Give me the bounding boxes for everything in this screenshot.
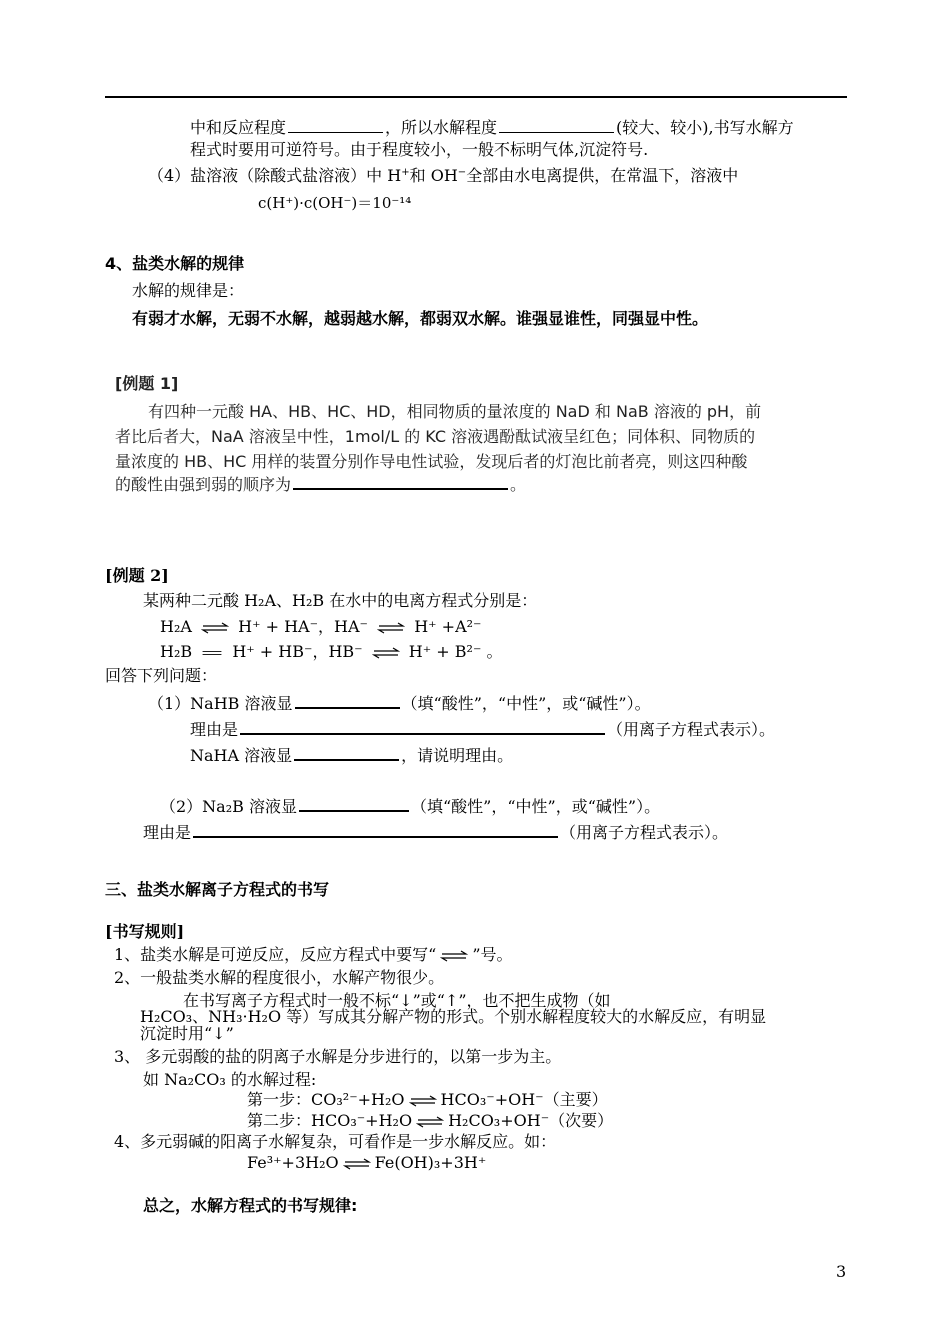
- rule-example: 如 Na₂CO₃ 的水解过程:: [143, 1070, 317, 1089]
- question-line: [190, 743, 513, 765]
- paragraph-line: 量浓度的 HB、HC 用样的装置分别作导电性试验，发现后者的灯泡比前者亮，则这四种酸: [115, 452, 748, 471]
- text: （1）NaHB 溶液显: [148, 694, 293, 713]
- example-label: [例题 2]: [105, 566, 169, 585]
- text: 全部由水电离提供，在常温下，溶液中: [466, 166, 739, 185]
- rule-detail: 沉淀时用“↓”: [140, 1024, 234, 1043]
- text: 的酸性由强到弱的顺序为: [115, 475, 292, 494]
- text: （用离子方程式表示）。: [607, 720, 776, 739]
- text: H₂CO₃+OH⁻（次要）: [448, 1111, 614, 1130]
- fill-blank[interactable]: [193, 820, 558, 838]
- text: 和 OH: [409, 166, 458, 185]
- formula: c(H⁺)·c(OH⁻)＝10⁻¹⁴: [258, 194, 412, 212]
- text: H⁺ +A²⁻: [414, 617, 482, 636]
- question-line: [160, 794, 660, 816]
- paragraph-line: 某两种二元酸 H₂A、H₂B 在水中的电离方程式分别是：: [143, 591, 538, 610]
- summary-line: 总之，水解方程式的书写规律:: [143, 1196, 358, 1215]
- text: H₂A: [160, 617, 192, 636]
- text: ，请说明理由。: [401, 746, 514, 765]
- ionization-equation: [160, 642, 502, 661]
- text: 理由是: [190, 720, 239, 739]
- reversible-arrow-icon: [416, 1116, 444, 1128]
- text: 第一步：CO₃²⁻+H₂O: [247, 1090, 405, 1109]
- rule-line: 3、 多元弱酸的盐的阴离子水解是分步进行的，以第一步为主。: [114, 1047, 562, 1066]
- question-line: [143, 820, 728, 842]
- fill-blank[interactable]: [288, 116, 383, 133]
- paragraph-line: 的酸性由强到弱的顺序为 。: [115, 472, 526, 495]
- rule-line: [114, 945, 513, 964]
- rules-label: [书写规则]: [105, 922, 185, 941]
- reversible-arrow-icon: [409, 1095, 437, 1107]
- text: H₂B: [160, 642, 193, 661]
- paragraph-line: 水解的规律是：: [132, 281, 245, 300]
- header-rule: [105, 96, 847, 98]
- reversible-arrow-icon: [372, 647, 400, 659]
- text: （4）盐溶液（除酸式盐溶液）中 H: [148, 166, 402, 185]
- text: ”号。: [472, 945, 513, 964]
- fill-blank[interactable]: [295, 691, 400, 709]
- rule-statement: 有弱才水解，无弱不水解，越弱越水解，都弱双水解。谁强显谁性，同强显中性。: [132, 309, 709, 328]
- fill-blank[interactable]: [499, 116, 614, 133]
- paragraph-line: 回答下列问题：: [105, 666, 218, 685]
- paragraph-line: 有四种一元酸 HA、HB、HC、HD，相同物质的量浓度的 NaD 和 NaB 溶液的 pH，前: [148, 402, 762, 421]
- text: Fe³⁺+3H₂O: [247, 1153, 339, 1172]
- text: H⁺ + HB⁻，HB⁻: [232, 642, 363, 661]
- question-line: [190, 717, 775, 739]
- text: H⁺ + HA⁻，HA⁻: [238, 617, 368, 636]
- ionization-equation: [160, 617, 482, 636]
- rule-line: 2、一般盐类水解的程度很小，水解产物很少。: [114, 968, 445, 987]
- text: ，所以水解程度: [385, 118, 498, 137]
- text: 理由是: [143, 823, 192, 842]
- question-line: [148, 691, 651, 713]
- text: （2）Na₂B 溶液显: [160, 797, 297, 816]
- text: 第二步：HCO₃⁻+H₂O: [247, 1111, 413, 1130]
- reversible-arrow-icon: [343, 1158, 371, 1170]
- hydrolysis-equation: [247, 1153, 486, 1172]
- text: NaHA 溶液显: [190, 746, 293, 765]
- hydrolysis-step: [247, 1111, 613, 1130]
- text: 1、盐类水解是可逆反应，反应方程式中要写“: [114, 945, 437, 964]
- fill-blank[interactable]: [294, 743, 399, 761]
- example-label: [例题 1]: [115, 374, 179, 393]
- text: （填“酸性”，“中性”，或“碱性”）。: [410, 797, 661, 816]
- paragraph-line: 程式时要用可逆符号。由于程度较小，一般不标明气体,沉淀符号.: [190, 140, 649, 159]
- paragraph-line: [190, 116, 794, 137]
- text: H⁺ + B²⁻ 。: [408, 642, 503, 661]
- rule-detail: H₂CO₃、NH₃·H₂O 等）写成其分解产物的形式。个别水解程度较大的水解反应，有明显: [140, 1007, 767, 1026]
- section-heading: 4、盐类水解的规律: [105, 254, 245, 273]
- rule-line: 4、多元弱碱的阳离子水解复杂，可看作是一步水解反应。如：: [114, 1132, 557, 1151]
- fill-blank[interactable]: [293, 472, 508, 490]
- fill-blank[interactable]: [299, 794, 409, 812]
- reversible-arrow-icon: [377, 622, 405, 634]
- reversible-arrow-icon: [440, 950, 468, 962]
- example1-image: [110, 368, 830, 498]
- text: HCO₃⁻+OH⁻（主要）: [440, 1090, 608, 1109]
- hydrolysis-step: [247, 1090, 608, 1109]
- text: （填“酸性”，“中性”，或“碱性”）。: [401, 694, 651, 713]
- section-heading: 三、盐类水解离子方程式的书写: [105, 880, 330, 899]
- text: Fe(OH)₃+3H⁺: [374, 1153, 487, 1172]
- text: 中和反应程度: [190, 118, 287, 137]
- reversible-arrow-icon: [201, 622, 229, 634]
- text: (较大、较小),书写水解方: [616, 118, 794, 137]
- rule-detail: 在书写离子方程式时一般不标“↓”或“↑”，也不把生成物（如: [183, 991, 611, 1010]
- equals-arrow-icon: [201, 647, 223, 659]
- paragraph-line: （4）盐溶液（除酸式盐溶液）中 H+和 OH−全部由水电离提供，在常温下，溶液中: [148, 166, 739, 185]
- page-number: 3: [836, 1262, 847, 1281]
- paragraph-line: 者比后者大，NaA 溶液呈中性，1mol/L 的 KC 溶液遇酚酞试液呈红色；同体积、同物质的: [115, 427, 756, 446]
- fill-blank[interactable]: [240, 717, 605, 735]
- text: （用离子方程式表示）。: [560, 823, 729, 842]
